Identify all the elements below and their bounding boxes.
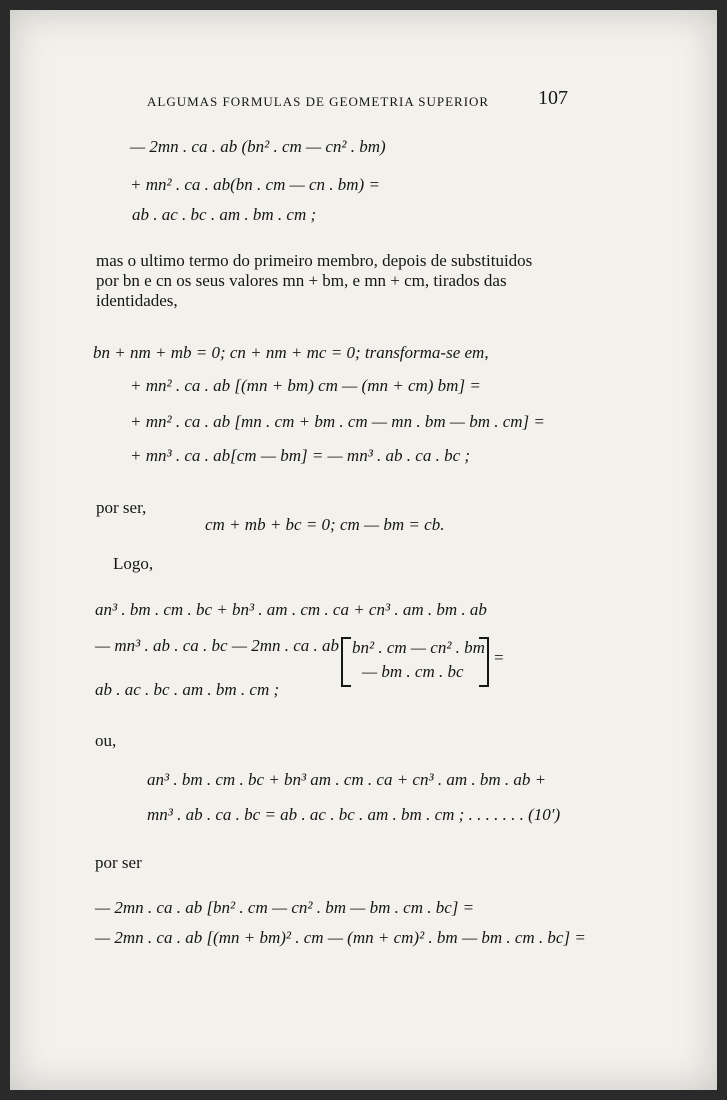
right-bracket [479,637,489,687]
equation-line: + mn³ . ca . ab[cm — bm] = — mn³ . ab . ca . bc ; [130,446,471,465]
bracket-row-top: bn² . cm — cn² . bm [352,638,485,657]
equation-line: — 2mn . ca . ab (bn² . cm — cn² . bm) [130,137,386,156]
running-title: ALGUMAS FORMULAS DE GEOMETRIA SUPERIOR [147,94,490,109]
page-number: 107 [538,87,568,109]
equation-line: an³ . bm . cm . bc + bn³ . am . cm . ca + cn³ . am . bm . ab [95,600,487,619]
left-bracket [341,637,351,687]
paragraph-line: identidades, [96,291,178,310]
equation-line: ab . ac . bc . am . bm . cm ; [95,680,280,699]
equation-line-numbered: mn³ . ab . ca . bc = ab . ac . bc . am . bm . cm ; . . . . . . . (10′) [147,805,561,824]
paragraph-line: mas o ultimo termo do primeiro membro, depois de substituidos [96,251,533,270]
equation-line: — 2mn . ca . ab [bn² . cm — cn² . bm — bm . cm . bc] = [95,898,475,917]
text-ou: ou, [95,731,117,750]
equation-line: + mn² . ca . ab [mn . cm + bm . cm — mn . bm — bm . cm] = [130,412,545,431]
text-por-ser: por ser, [96,498,147,517]
paragraph-line: por bn e cn os seus valores mn + bm, e mn + cm, tirados das [96,271,507,290]
equation-line: ab . ac . bc . am . bm . cm ; [132,205,317,224]
equation-line: — mn³ . ab . ca . bc — 2mn . ca . ab [95,636,340,655]
equation-line: — 2mn . ca . ab [(mn + bm)² . cm — (mn + cm)² . bm — bm . cm . bc] = [95,928,586,947]
bracket-row-bottom: — bm . cm . bc [362,662,464,681]
text-por-ser-2: por ser [95,853,142,872]
equals-sign: = [494,648,504,667]
equation-line: an³ . bm . cm . bc + bn³ am . cm . ca + cn³ . am . bm . ab + [147,770,547,789]
text-logo: Logo, [113,554,154,573]
equation-line: + mn² . ca . ab [(mn + bm) cm — (mn + cm) bm] = [130,376,481,395]
equation-line: + mn² . ca . ab(bn . cm — cn . bm) = [130,175,380,194]
equation-line: cm + mb + bc = 0; cm — bm = cb. [205,515,445,534]
identities-line: bn + nm + mb = 0; cn + nm + mc = 0; transforma-se em, [93,343,489,362]
